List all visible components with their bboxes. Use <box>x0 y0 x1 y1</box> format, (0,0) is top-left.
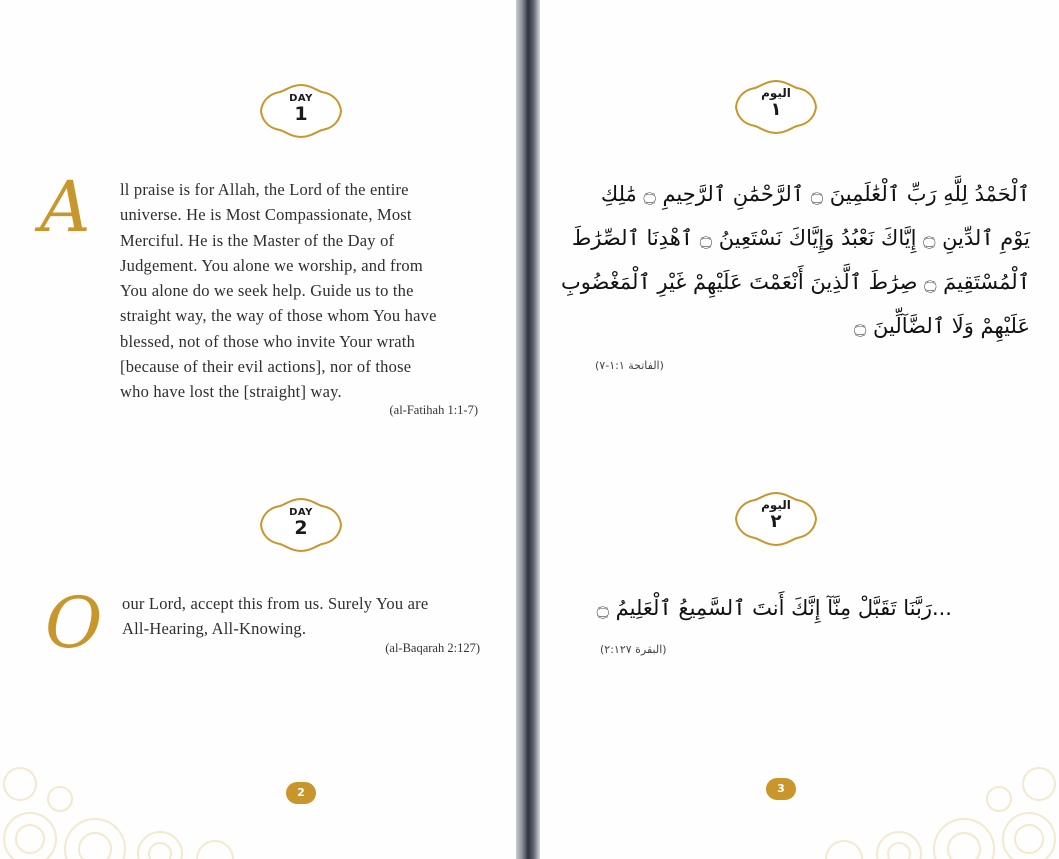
drop-cap: A <box>40 166 91 248</box>
day-number: ١ <box>770 99 782 120</box>
text-line: universe. He is Most Compassionate, Most <box>120 205 412 225</box>
page-number: 2 <box>286 782 316 804</box>
day-number: ٢ <box>770 511 782 532</box>
floral-ornament-right <box>759 709 1059 859</box>
arabic-line: ...رَبَّنَا تَقَبَّلْ مِنَّآ إِنَّكَ أَنتَ ٱلسَّمِيعُ ٱلْعَلِيمُ ۝ <box>596 596 952 620</box>
day-label: اليوم <box>761 86 791 100</box>
text-line: Judgement. You alone we worship, and from <box>120 255 423 275</box>
passage-2-reference: (al-Baqarah 2:127) <box>385 641 480 655</box>
passage-1-text <box>120 177 500 405</box>
day-1-badge-arabic <box>733 78 819 136</box>
day-label: DAY <box>289 93 313 104</box>
arabic-line: ٱلْمُسْتَقِيمَ ۝ صِرَٰطَ ٱلَّذِينَ أَنْعَمْتَ عَلَيْهِمْ غَيْرِ ٱلْمَغْضُوبِ <box>560 270 1030 294</box>
passage-1-arabic <box>560 172 1030 348</box>
passage-2-text <box>122 591 502 642</box>
day-1-badge <box>258 82 344 140</box>
day-number: 2 <box>294 517 308 539</box>
book-spine <box>516 0 540 859</box>
text-line: [because of their evil actions], nor of those <box>120 357 412 377</box>
text-line: blessed, not of those who invite Your wrath <box>120 331 416 351</box>
drop-cap: O <box>45 582 103 664</box>
text-line: You alone do we seek help. Guide us to the <box>120 281 414 301</box>
arabic-line: عَلَيْهِمْ وَلَا ٱلضَّآلِّينَ ۝ <box>854 314 1030 338</box>
passage-1-reference-arabic: (الفاتحة ١:١-٧) <box>595 359 664 372</box>
text-line: Merciful. He is the Master of the Day of <box>120 230 395 250</box>
passage-2-arabic <box>580 586 952 630</box>
day-2-badge <box>258 496 344 554</box>
text-line: who have lost the [straight] way. <box>120 382 342 402</box>
day-number: 1 <box>294 103 308 125</box>
day-label: DAY <box>289 507 313 518</box>
text-line: our Lord, accept this from us. Surely You are <box>122 594 429 613</box>
floral-ornament-left <box>0 709 300 859</box>
arabic-line: ٱلْحَمْدُ لِلَّهِ رَبِّ ٱلْعَٰلَمِينَ ۝ ٱلرَّحْمَٰنِ ٱلرَّحِيمِ ۝ مَٰلِكِ <box>600 182 1030 206</box>
passage-1-reference: (al-Fatihah 1:1-7) <box>389 403 478 417</box>
text-line: straight way, the way of those whom You have <box>120 306 437 326</box>
right-page <box>540 0 1059 859</box>
passage-2-reference-arabic: (البقرة ٢:١٢٧) <box>600 643 667 656</box>
text-line: ll praise is for Allah, the Lord of the entire <box>120 180 409 199</box>
text-line: All-Hearing, All-Knowing. <box>122 619 307 639</box>
left-page <box>0 0 516 859</box>
day-label: اليوم <box>761 498 791 512</box>
day-2-badge-arabic <box>733 490 819 548</box>
page-number: 3 <box>766 778 796 800</box>
arabic-line: يَوْمِ ٱلدِّينِ ۝ إِيَّاكَ نَعْبُدُ وَإِيَّاكَ نَسْتَعِينُ ۝ ٱهْدِنَا ٱلصِّرَٰطَ <box>571 226 1030 250</box>
